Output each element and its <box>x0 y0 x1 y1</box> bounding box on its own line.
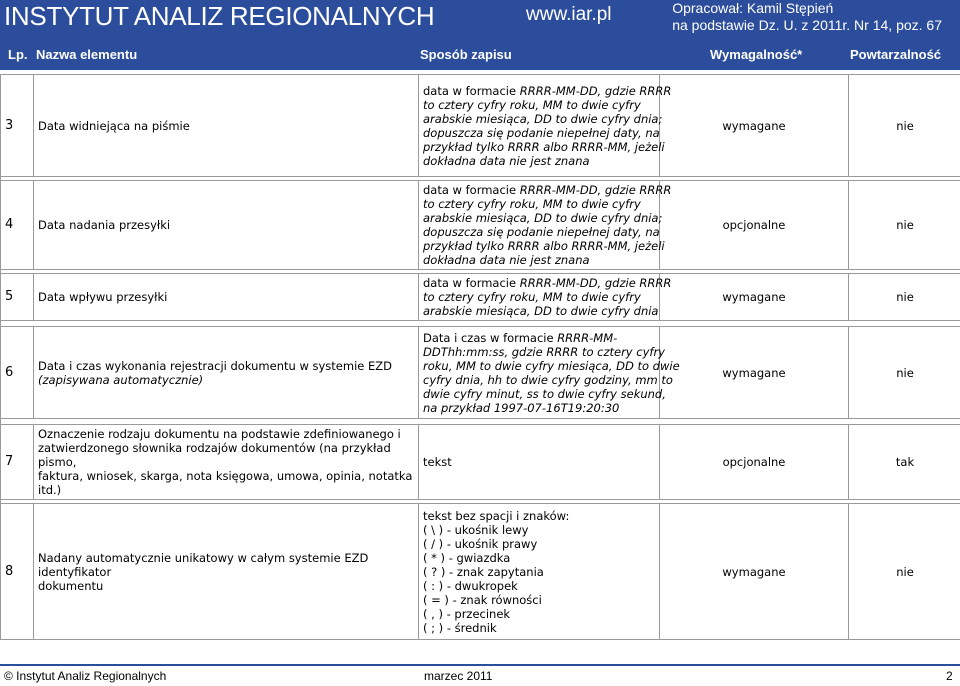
format-line: roku, MM to dwie cyfry miesiąca, DD to dwie <box>423 359 655 373</box>
element-name-line: (zapisywana automatycznie) <box>38 373 414 387</box>
format-description <box>419 274 660 321</box>
repeatability-value: nie <box>849 274 960 321</box>
format-line: data w formacie RRRR-MM-DD, gdzie RRRR <box>423 276 655 290</box>
format-line: data w formacie RRRR-MM-DD, gdzie RRRR <box>423 84 655 98</box>
format-line: to cztery cyfry roku, MM to dwie cyfry <box>423 98 655 112</box>
format-line: DDThh:mm:ss, gdzie RRRR to cztery cyfry <box>423 345 655 359</box>
repeatability-value: nie <box>849 75 960 177</box>
footer-date: marzec 2011 <box>424 669 492 683</box>
format-line: arabskie miesiąca, DD to dwie cyfry dnia <box>423 304 655 318</box>
requirement-value: opcjonalne <box>660 181 849 270</box>
row-number: 3 <box>1 75 34 177</box>
format-line: na przykład 1997-07-16T19:20:30 <box>423 401 655 415</box>
element-name <box>34 327 419 419</box>
format-line: data w formacie RRRR-MM-DD, gdzie RRRR <box>423 183 655 197</box>
element-name <box>34 504 419 640</box>
header-author-line2: na podstawie Dz. U. z 2011r. Nr 14, poz. 67 <box>672 17 942 34</box>
format-description <box>419 327 660 419</box>
row-number: 7 <box>1 425 34 500</box>
row-number: 4 <box>1 181 34 270</box>
row-number: 5 <box>1 274 34 321</box>
requirement-value: wymagane <box>660 327 849 419</box>
format-line: tekst bez spacji i znaków: <box>423 509 655 523</box>
footer-copyright: © Instytut Analiz Regionalnych <box>4 669 166 683</box>
col-repeat: Powtarzalność <box>850 47 941 62</box>
repeatability-value: nie <box>849 181 960 270</box>
format-description <box>419 425 660 500</box>
requirement-value: opcjonalne <box>660 425 849 500</box>
table-row <box>1 75 960 177</box>
repeatability-value: tak <box>849 425 960 500</box>
element-name <box>34 425 419 500</box>
page-header <box>0 0 960 40</box>
elements-table <box>0 74 960 640</box>
header-author <box>672 0 942 34</box>
format-line: Data i czas w formacie RRRR-MM- <box>423 331 655 345</box>
table-column-header <box>0 40 960 70</box>
format-line: to cztery cyfry roku, MM to dwie cyfry <box>423 290 655 304</box>
requirement-value: wymagane <box>660 504 849 640</box>
header-title: INSTYTUT ANALIZ REGIONALNYCH <box>4 1 434 32</box>
element-name-line: Data i czas wykonania rejestracji dokumentu w systemie EZD <box>38 359 414 373</box>
table-row <box>1 425 960 500</box>
element-name-line: faktura, wniosek, skarga, nota księgowa, umowa, opinia, notatka itd.) <box>38 469 414 497</box>
table-row <box>1 181 960 270</box>
col-name: Nazwa elementu <box>36 47 137 62</box>
format-line: ( = ) - znak równości <box>423 593 655 607</box>
format-line: przykład tylko RRRR albo RRRR-MM, jeżeli <box>423 140 655 154</box>
format-line: dwie cyfry minut, ss to dwie cyfry sekund, <box>423 387 655 401</box>
element-name-line: Nadany automatycznie unikatowy w całym systemie EZD identyfikator <box>38 551 414 579</box>
element-name <box>34 181 419 270</box>
format-line: ( * ) - gwiazdka <box>423 551 655 565</box>
row-number: 8 <box>1 504 34 640</box>
col-format: Sposób zapisu <box>420 47 512 62</box>
format-line: ( ? ) - znak zapytania <box>423 565 655 579</box>
format-line: dopuszcza się podanie niepełnej daty, na <box>423 126 655 140</box>
footer-page-number: 2 <box>946 669 953 683</box>
table-row <box>1 274 960 321</box>
page-footer <box>0 664 960 686</box>
format-line: dopuszcza się podanie niepełnej daty, na <box>423 225 655 239</box>
table-row <box>1 327 960 419</box>
element-name-line: Data widniejąca na piśmie <box>38 119 414 133</box>
element-name-line: Data nadania przesyłki <box>38 218 414 232</box>
format-line: arabskie miesiąca, DD to dwie cyfry dnia; <box>423 112 655 126</box>
format-description <box>419 75 660 177</box>
format-line: cyfry dnia, hh to dwie cyfry godziny, mm to <box>423 373 655 387</box>
format-line: ( : ) - dwukropek <box>423 579 655 593</box>
format-line: arabskie miesiąca, DD to dwie cyfry dnia; <box>423 211 655 225</box>
element-name <box>34 274 419 321</box>
col-lp: Lp. <box>8 47 28 62</box>
element-name-line: zatwierdzonego słownika rodzajów dokumentów (na przykład pismo, <box>38 441 414 469</box>
format-line: dokładna data nie jest znana <box>423 253 655 267</box>
format-description <box>419 181 660 270</box>
element-name-line: Data wpływu przesyłki <box>38 290 414 304</box>
header-url-link[interactable]: www.iar.pl <box>526 4 612 26</box>
format-line: tekst <box>423 455 655 469</box>
requirement-value: wymagane <box>660 274 849 321</box>
table-row <box>1 504 960 640</box>
format-line: dokładna data nie jest znana <box>423 154 655 168</box>
element-name-line: Oznaczenie rodzaju dokumentu na podstawie zdefiniowanego i <box>38 427 414 441</box>
header-author-line1: Opracował: Kamil Stępień <box>672 0 942 17</box>
element-name <box>34 75 419 177</box>
repeatability-value: nie <box>849 327 960 419</box>
format-line: przykład tylko RRRR albo RRRR-MM, jeżeli <box>423 239 655 253</box>
format-line: ( , ) - przecinek <box>423 607 655 621</box>
element-name-line: dokumentu <box>38 579 414 593</box>
format-line: ( \ ) - ukośnik lewy <box>423 523 655 537</box>
format-line: ( ; ) - średnik <box>423 621 655 635</box>
row-number: 6 <box>1 327 34 419</box>
repeatability-value: nie <box>849 504 960 640</box>
requirement-value: wymagane <box>660 75 849 177</box>
format-description <box>419 504 660 640</box>
col-required: Wymagalność* <box>710 47 802 62</box>
format-line: ( / ) - ukośnik prawy <box>423 537 655 551</box>
format-line: to cztery cyfry roku, MM to dwie cyfry <box>423 197 655 211</box>
